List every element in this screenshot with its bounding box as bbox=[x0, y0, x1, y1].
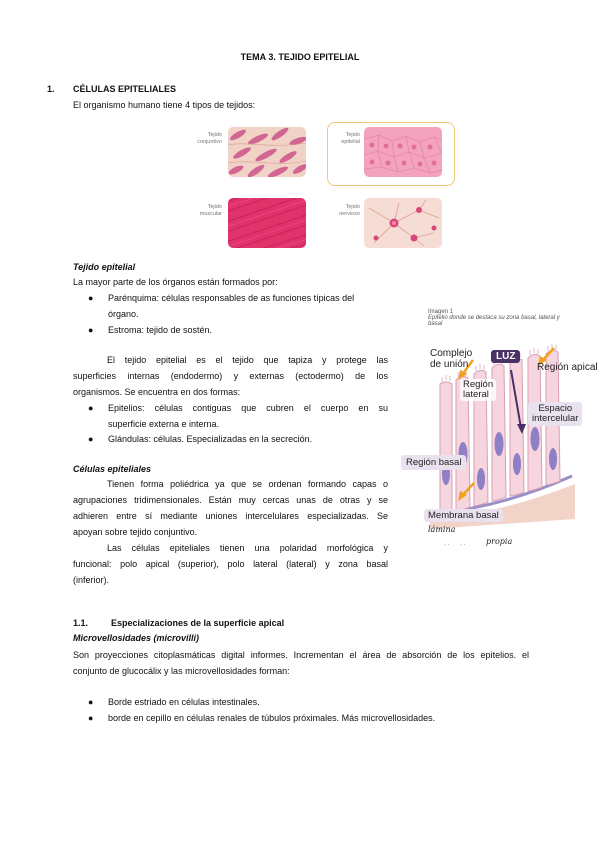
list-item: ● Glándulas: células. Especializadas en la secreción. bbox=[88, 431, 388, 447]
list-item: ● Borde estriado en células intestinales. bbox=[88, 694, 528, 710]
handwritten-note-lamina: lámina bbox=[428, 525, 456, 534]
list-item: ● Parénquima: células responsables de as funciones típicas del órgano. bbox=[88, 290, 388, 322]
tejido-epitelial-lead: La mayor parte de los órganos están formados por: bbox=[73, 277, 278, 287]
handwritten-note-propia: propia bbox=[486, 537, 513, 546]
bullet-icon: ● bbox=[88, 697, 94, 707]
label-luz: LUZ bbox=[491, 350, 520, 363]
section-1-intro: El organismo humano tiene 4 tipos de tejidos: bbox=[73, 100, 256, 110]
label-region-lateral: Región lateral bbox=[460, 379, 496, 401]
section-1-title: CÉLULAS EPITELIALES bbox=[73, 84, 177, 94]
celulas-epiteliales-paragraph-1: Tienen forma poliédrica ya que se ordenan formando capas o agrupaciones tridimensionales. Están muy cercas unas de otras y se adhieren entre sí mediante uniones intercelulares especializadas. Se apoyan sobre tejido conjuntivo. bbox=[73, 479, 388, 537]
section-1-1-title: Especializaciones de la superficie apical bbox=[111, 618, 285, 628]
bullet-icon: ● bbox=[88, 293, 94, 303]
label-region-basal: Región basal bbox=[401, 455, 466, 470]
section-1-1-number: 1.1. bbox=[73, 618, 89, 628]
epithelium-figure bbox=[400, 344, 600, 549]
list-item: ● Estroma: tejido de sostén. bbox=[88, 322, 388, 338]
tissue-label-epitelial: Tejido epitelial bbox=[341, 132, 360, 145]
tissue-image-nervioso bbox=[364, 198, 442, 248]
microvellosidades-paragraph: Son proyecciones citoplasmáticas digital informes. Incrementan el área de absorción de los epitelios. el conjunto de glucocálix y las microvellosidades forman: bbox=[73, 650, 529, 676]
figure-caption: Imagen 1 Epitelio donde se destaca su zona basal, lateral y basal bbox=[428, 309, 560, 327]
svg-text:· ·: · · bbox=[460, 542, 466, 548]
list-item: ● Epitelios: células contiguas que cubren el cuerpo en su superficie externa e interna. bbox=[88, 400, 388, 432]
bullet-icon: ● bbox=[88, 403, 94, 413]
label-membrana-basal: Membrana basal bbox=[424, 509, 503, 522]
microvellosidades-heading: Microvellosidades (microvilli) bbox=[73, 633, 200, 643]
tissue-image-muscular bbox=[228, 198, 306, 248]
tissue-label-muscular: Tejido muscular bbox=[199, 204, 222, 217]
label-complejo-union: Complejo de unión bbox=[430, 348, 473, 370]
tissue-image-conjuntivo bbox=[228, 127, 306, 177]
tejido-epitelial-heading: Tejido epitelial bbox=[73, 262, 136, 272]
bullet-icon: ● bbox=[88, 325, 94, 335]
list-item: ● borde en cepillo en células renales de túbulos próximales. Más microvellosidades. bbox=[88, 710, 528, 726]
tissue-label-conjuntivo: Tejido conjuntivo bbox=[197, 132, 222, 145]
tissue-label-nervioso: Tejido nervioso bbox=[339, 204, 360, 217]
svg-text:· ·: · · bbox=[444, 542, 450, 548]
tissue-types-figure bbox=[170, 122, 460, 252]
tejido-epitelial-paragraph: El tejido epitelial es el tejido que tapiza y protege las superficies internas (endodermo) y externas (ectodermo) de los organismos. Se encuentra en dos formas: bbox=[73, 355, 388, 397]
bullet-icon: ● bbox=[88, 713, 94, 723]
celulas-epiteliales-heading: Células epiteliales bbox=[73, 464, 152, 474]
document-title: TEMA 3. TEJIDO EPITELIAL bbox=[240, 52, 360, 62]
label-espacio-intercelular: Espacio intercelular bbox=[528, 402, 582, 426]
tissue-image-epitelial bbox=[364, 127, 442, 177]
section-1-number: 1. bbox=[47, 84, 55, 94]
label-region-apical: Región apical bbox=[537, 362, 598, 373]
bullet-icon: ● bbox=[88, 434, 94, 444]
celulas-epiteliales-paragraph-2: Las células epiteliales tienen una polaridad morfológica y funcional: polo apical (superior), polo lateral (lateral) y zona basal (inferior). bbox=[73, 543, 388, 585]
